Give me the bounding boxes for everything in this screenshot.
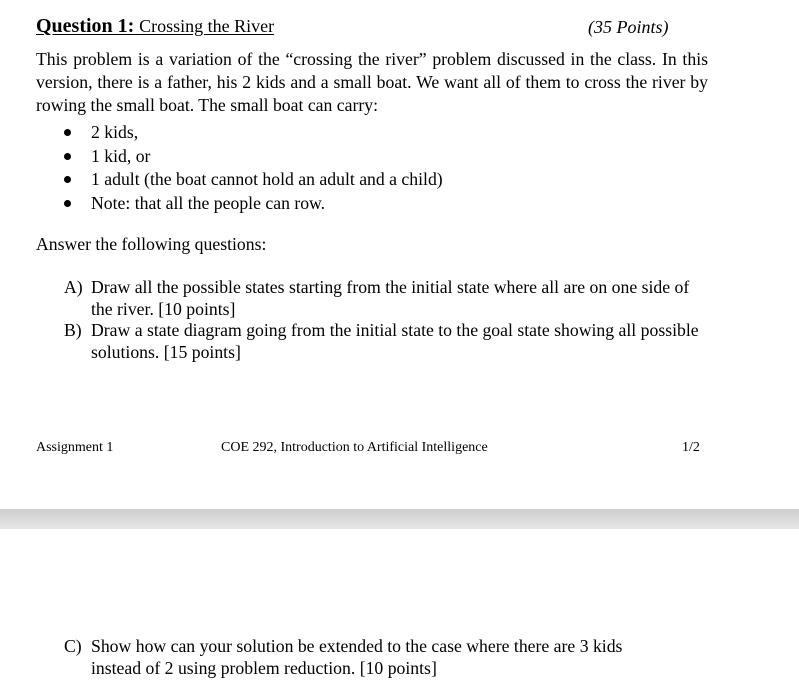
list-item: 1 kid, or: [62, 145, 443, 169]
question-c-text: Show how can your solution be extended to the case where there are 3 kids instead of 2 using problem reduction. [10 points]: [91, 636, 623, 678]
page-2: [0, 529, 799, 691]
list-item: 2 kids,: [62, 121, 443, 145]
list-item: Note: that all the people can row.: [62, 192, 443, 216]
question-a: [64, 277, 704, 320]
answer-prompt: Answer the following questions:: [36, 234, 267, 254]
boat-capacity-list: [62, 121, 443, 215]
question-a-text: Draw all the possible states starting from the initial state where all are on one side of the river. [10 points]: [91, 277, 690, 319]
question-b-text: Draw a state diagram going from the initial state to the goal state showing all possible solutions. [15 points]: [91, 320, 699, 362]
footer-assignment: Assignment 1: [36, 440, 114, 455]
question-name: Crossing the River: [139, 16, 275, 36]
question-a-label: A): [64, 277, 83, 297]
question-b-label: B): [64, 320, 82, 340]
question-c-label: C): [64, 636, 82, 656]
list-item: 1 adult (the boat cannot hold an adult and a child): [62, 168, 443, 192]
footer-course: COE 292, Introduction to Artificial Intelligence: [221, 440, 488, 455]
question-points: (35 Points): [588, 17, 669, 37]
question-number: Question 1:: [36, 15, 135, 37]
question-c: [64, 636, 664, 679]
footer-page-number: 1/2: [682, 440, 700, 455]
intro-paragraph: This problem is a variation of the “crossing the river” problem discussed in the class. In this version, there is a father, his 2 kids and a small boat. We want all of them to cross the river by rowing the small boat. The small boat can carry:: [36, 49, 708, 115]
question-title: [36, 14, 274, 39]
question-b: [64, 320, 704, 363]
page-separator: [0, 509, 799, 529]
